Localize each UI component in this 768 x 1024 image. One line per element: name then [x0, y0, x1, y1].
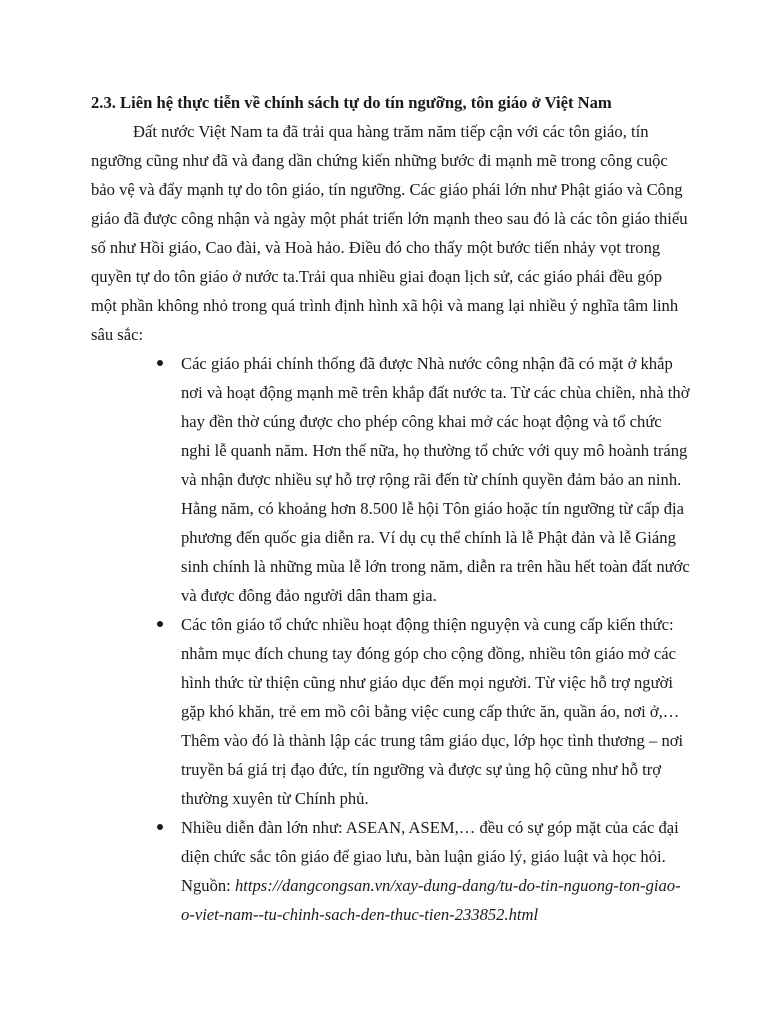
- list-item: [181, 610, 691, 813]
- bullet-icon: [157, 621, 163, 627]
- source-label: Nguồn:: [181, 876, 235, 895]
- section-heading: 2.3. Liên hệ thực tiễn về chính sách tự do tín ngưỡng, tôn giáo ở Việt Nam: [91, 93, 612, 112]
- list-item: [181, 349, 691, 610]
- list-item-text: Các giáo phái chính thống đã được Nhà nước công nhận đã có mặt ở khắp nơi và hoạt động mạnh mẽ trên khắp đất nước ta. Từ các chùa chiền, nhà thờ hay đền thờ cúng được cho phép công khai mở các hoạt động và tổ chức nghi lễ quanh năm. Hơn thế nữa, họ thường tổ chức với quy mô hoành tráng và nhận được nhiều sự hỗ trợ rộng rãi đến từ chính quyền đảm bảo an ninh. Hằng năm, có khoảng hơn 8.500 lễ hội Tôn giáo hoặc tín ngưỡng từ cấp địa phương đến quốc gia diễn ra. Ví dụ cụ thể chính là lễ Phật đản và lễ Giáng sinh chính là những mùa lễ lớn trong năm, diễn ra trên hầu hết toàn đất nước và được đông đảo người dân tham gia.: [181, 354, 690, 605]
- list-item: [181, 813, 691, 929]
- document-page: [91, 88, 691, 929]
- list-item-text: Nhiều diễn đàn lớn như: ASEAN, ASEM,… đều có sự góp mặt của các đại diện chức sắc tôn giáo để giao lưu, bàn luận giáo lý, giáo luật và học hỏi.: [181, 818, 679, 866]
- bullet-icon: [157, 824, 163, 830]
- bullet-icon: [157, 360, 163, 366]
- bullet-list: [91, 349, 691, 929]
- intro-paragraph: Đất nước Việt Nam ta đã trải qua hàng trăm năm tiếp cận với các tôn giáo, tín ngưỡng cũng như đã và đang dần chứng kiến những bước đi mạnh mẽ trong công cuộc bảo vệ và đẩy mạnh tự do tôn giáo, tín ngưỡng. Các giáo phái lớn như Phật giáo và Công giáo đã được công nhận và ngày một phát triển lớn mạnh theo sau đó là các tôn giáo thiểu số như Hồi giáo, Cao đài, và Hoà hảo. Điều đó cho thấy một bước tiến nhảy vọt trong quyền tự do tôn giáo ở nước ta.Trải qua nhiều giai đoạn lịch sử, các giáo phái đều góp một phần không nhỏ trong quá trình định hình xã hội và mang lại nhiều ý nghĩa tâm linh sâu sắc:: [91, 122, 688, 344]
- source-link[interactable]: https://dangcongsan.vn/xay-dung-dang/tu-do-tin-nguong-ton-giao-o-viet-nam--tu-chinh-sach-den-thuc-tien-233852.html: [181, 876, 681, 924]
- list-item-text: Các tôn giáo tổ chức nhiều hoạt động thiện nguyện và cung cấp kiến thức: nhằm mục đích chung tay đóng góp cho cộng đồng, nhiều tôn giáo mở các hình thức từ thiện cũng như giáo dục đến mọi người. Từ việc hỗ trợ người gặp khó khăn, trẻ em mồ côi bằng việc cung cấp thức ăn, quần áo, nơi ở,… Thêm vào đó là thành lập các trung tâm giáo dục, lớp học tình thương – nơi truyền bá giá trị đạo đức, tín ngưỡng và được sự ủng hộ cũng như hỗ trợ thường xuyên từ Chính phủ.: [181, 615, 684, 808]
